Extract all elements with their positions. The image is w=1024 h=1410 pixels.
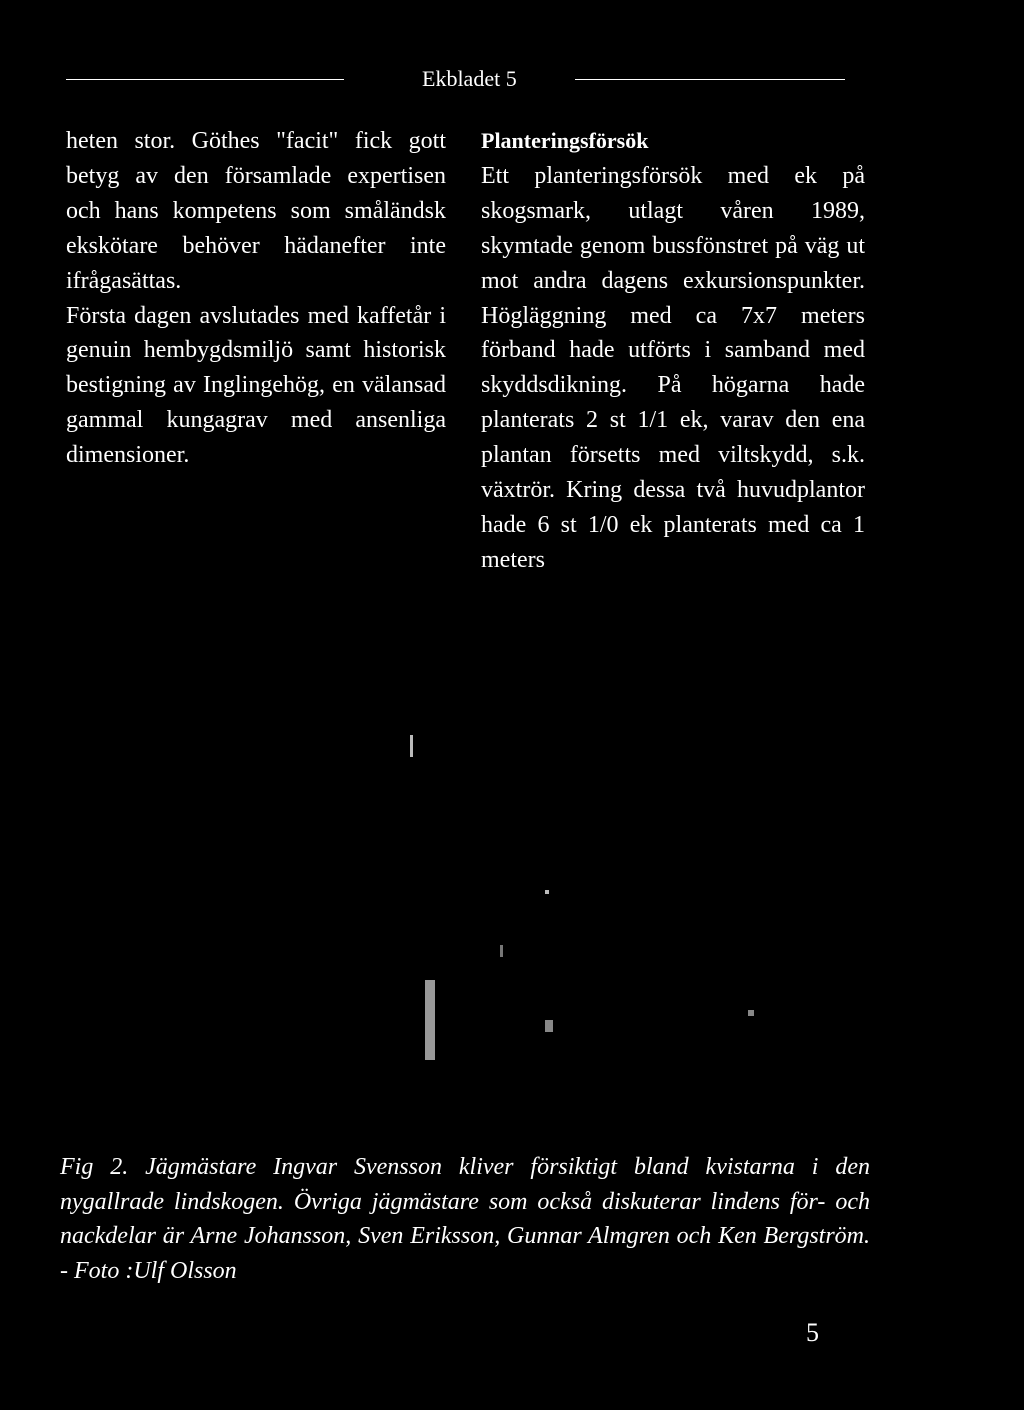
- page-header: [66, 62, 862, 96]
- left-paragraph-2: Första dagen avslutades med kaffetår i genuin hembygdsmiljö samt historisk bestigning av Inglingehög, en välansad gammal kungagrav med ansenliga dimensioner.: [66, 302, 446, 469]
- header-rule-left: [66, 79, 344, 80]
- photo-speck: [545, 1020, 553, 1032]
- photo-speck: [425, 980, 435, 1060]
- dark-photo: [60, 600, 960, 1130]
- figure-caption: Fig 2. Jägmästare Ingvar Svensson kliver försiktigt bland kvistarna i den nygallrade lindskogen. Övriga jägmästare som också diskuterar lindens för- och nackdelar är Arne Johansson, Sven Eriksson, Gunnar Almgren och Ken Bergström. - Foto :Ulf Olsson: [60, 1154, 870, 1284]
- photo-speck: [500, 945, 503, 957]
- section-heading: Planteringsförsök: [481, 128, 649, 153]
- left-column: [66, 124, 446, 473]
- header-title: Ekbladet 5: [422, 66, 517, 91]
- photo-speck: [748, 1010, 754, 1016]
- right-column: [481, 124, 865, 578]
- page-number: 5: [806, 1318, 819, 1347]
- left-paragraph-1: heten stor. Göthes "facit" fick gott betyg av den församlade expertisen och hans kompetens som småländsk ekskötare behöver hädanefter inte ifrågasättas.: [66, 128, 446, 294]
- header-rule-right: [575, 79, 845, 80]
- photo-speck: [545, 890, 549, 894]
- photo-speck: [410, 735, 413, 757]
- right-paragraph: Ett planteringsförsök med ek på skogsmark, utlagt våren 1989, skymtade genom bussfönstret på väg ut mot andra dagens exkursionspunkter. Högläggning med ca 7x7 meters förband hade utförts i samband med skyddsdikning. På högarna hade planterats 2 st 1/1 ek, varav den ena plantan försetts med viltskydd, s.k. växtrör. Kring dessa två huvudplantor hade 6 st 1/0 ek planterats med ca 1 meters: [481, 162, 865, 573]
